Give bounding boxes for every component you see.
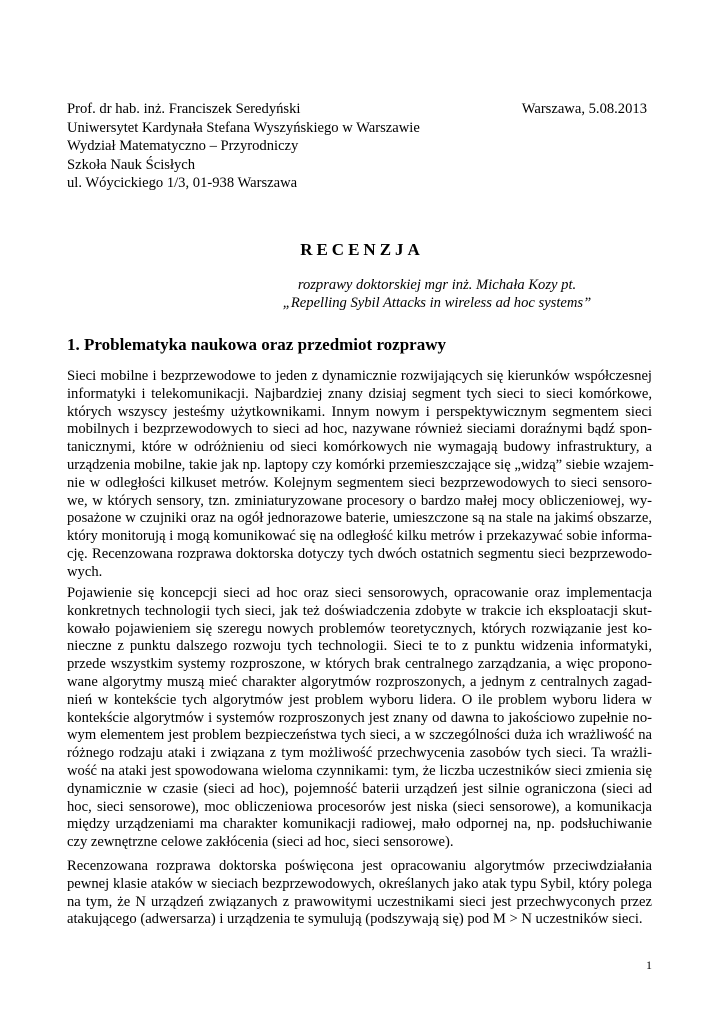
- section-heading: 1. Problematyka naukowa oraz przedmiot rozprawy: [67, 335, 447, 354]
- paragraph-line: posażone w czujniki oraz na ogół jednorazowe baterie, umieszczone są na stale na jakimś obszarze,: [67, 510, 652, 527]
- paragraph-line: wych.: [67, 563, 103, 580]
- paragraph-line: wane algorytmy muszą mieć charakter algorytmów rozproszonych, a jednym z centralnych zagad-: [67, 673, 652, 690]
- school-name: Szkoła Nauk Ścisłych: [67, 156, 196, 173]
- paragraph-line: Pojawienie się koncepcji sieci ad hoc oraz sieci sensorowych, opracowanie oraz implementacja: [67, 585, 652, 601]
- paragraph-line: na tym, że N urządzeń związanych z prawowitymi uczestnikami sieci jest przechwyconych przez: [67, 893, 652, 910]
- document-date: Warszawa, 5.08.2013: [521, 101, 647, 117]
- paragraph-line: urządzenia mobilne, takie jak np. laptopy czy komórki przemieszczające się „widzą” siebie wzajem-: [67, 456, 654, 473]
- paragraph-line: kontekście algorytmów i systemów rozproszonych jest znany od dawna to jakościowo zupełnie no-: [67, 709, 652, 726]
- paragraph-line: który monitorują i mogą komunikować się na odległość kilku metrów i przekazywać sobie informa-: [67, 528, 652, 545]
- paragraph-line: Recenzowana rozprawa doktorska poświęcona jest opracowaniu algorytmów przeciwdziałania: [67, 858, 652, 874]
- paragraph-line: we, w których sensory, tzn. zminiaturyzowane procesory o bardzo małej mocy obliczeniowej, wy-: [67, 492, 652, 509]
- paragraph-line: pewnej klasie ataków w sieciach bezprzewodowych, określanych jako atak typu Sybil, który polega: [67, 875, 652, 892]
- paragraph-line: między urządzeniami ma charakter komunikacji radiowej, mało odpornej na, np. podsłuchiwanie: [67, 816, 652, 833]
- paragraph-line: wym elementem jest problem bezpieczeństwa tych sieci, a w szczególności duża ich wrażliwość na: [67, 727, 652, 744]
- subtitle-line-2: „Repelling Sybil Attacks in wireless ad hoc systems”: [282, 295, 592, 311]
- paragraph-line: czy zewnętrzne celowe zakłócenia (sieci ad hoc, sieci sensorowe).: [67, 834, 454, 851]
- paragraph-line: dynamicznie w czasie (sieci ad hoc), pojemność baterii urządzeń jest silnie ograniczona (sieci ad: [67, 780, 652, 797]
- paragraph-1: [67, 368, 652, 582]
- paragraph-line: Sieci mobilne i bezprzewodowe to jeden z dynamicznie rozwijających się kierunków współczesnej: [67, 368, 652, 384]
- paragraph-line: informatyki i telekomunikacji. Najbardziej znany dzisiaj segment tych sieci to sieci komórkowe,: [67, 385, 652, 402]
- paragraph-2: [67, 585, 652, 852]
- address: ul. Wóycickiego 1/3, 01-938 Warszawa: [67, 175, 298, 191]
- faculty-name: Wydział Matematyczno – Przyrodniczy: [67, 138, 299, 154]
- paragraph-line: hoc, sieci sensorowe), moc obliczeniowa procesorów jest niska (sieci sensorowe), a komunikacja: [67, 798, 652, 815]
- paragraph-line: wość na ataki jest spowodowana wieloma czynnikami: tym, że liczba uczestników sieci zmienia się: [67, 762, 652, 779]
- paragraph-line: atakującego (adwersarza) i urządzenia te symulują (podszywają się) pod M > N uczestników sieci.: [67, 911, 643, 928]
- paragraph-line: tanicznymi, które w odróżnieniu od sieci komórkowych nie wymagają budowy infrastruktury, a: [67, 439, 652, 456]
- university-name: Uniwersytet Kardynała Stefana Wyszyńskiego w Warszawie: [67, 119, 420, 136]
- paragraph-line: mobilnych i bezprzewodowych to sieci ad hoc, nazywane również sieciami doraźnymi bądź spon-: [67, 421, 652, 438]
- paragraph-line: nieczne z punktu dalszego rozwoju tych technologii. Sieci te to z punktu widzenia informatyki,: [67, 638, 652, 655]
- paragraph-line: kowało pojawieniem się szeregu nowych problemów teoretycznych, których rozwiązanie jest ko-: [67, 620, 652, 637]
- page-number: 1: [646, 958, 652, 972]
- document-title: RECENZJA: [300, 240, 424, 259]
- paragraph-line: nie w odległości kilkuset metrów. Kolejnym segmentem sieci bezprzewodowych to sieci sensoro-: [67, 474, 652, 491]
- author-header: [67, 100, 647, 193]
- paragraph-line: konkretnych technologii tych sieci, jak też doświadczenia zdobyte w trakcie ich eksploatacji skut-: [67, 602, 652, 619]
- paragraph-line: przede wszystkim systemy rozproszone, w których brak centralnego zarządzania, a więc propono-: [67, 656, 652, 673]
- paragraph-line: nień w kontekście tych algorytmów jest problem wyboru lidera. O ile problem wyboru lidera w: [67, 691, 652, 708]
- subtitle-line-1: rozprawy doktorskiej mgr inż. Michała Kozy pt.: [297, 277, 577, 293]
- paragraph-line: których wszyscy jesteśmy użytkownikami. Innym nowym i perspektywicznym segmentem sieci: [67, 403, 652, 420]
- paragraph-line: różnego rodzaju ataki i związana z tym możliwość przechwycenia zasobów tych sieci. Ta wrażli-: [67, 745, 652, 762]
- paragraph-3: [67, 858, 652, 929]
- author-name: Prof. dr hab. inż. Franciszek Seredyński: [67, 101, 301, 117]
- paragraph-line: cję. Recenzowana rozprawa doktorska dotyczy tych dwóch ostatnich segmentu sieci bezprzewodo-: [67, 545, 652, 562]
